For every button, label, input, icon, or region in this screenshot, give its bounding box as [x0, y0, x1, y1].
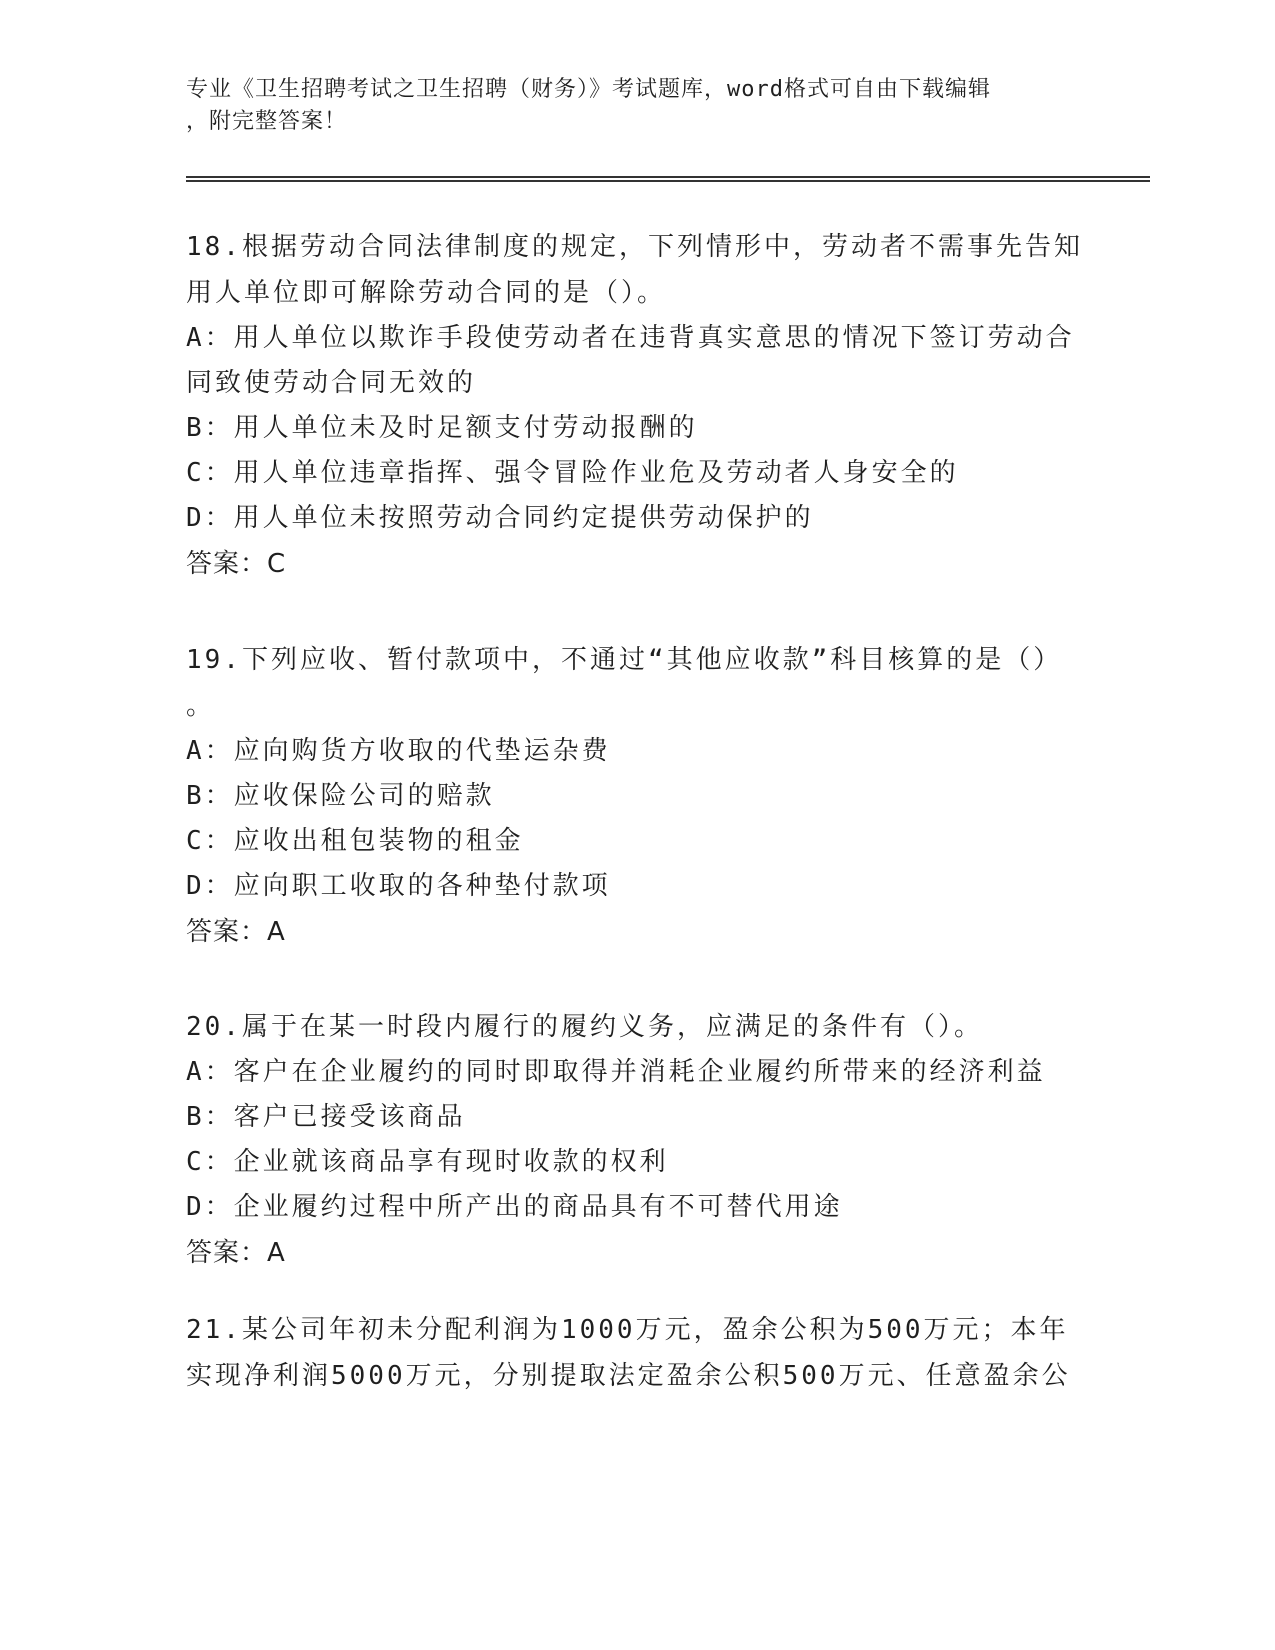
question-stem-line: 用人单位即可解除劳动合同的是（）。	[186, 278, 667, 308]
header-line-1: 专业《卫生招聘考试之卫生招聘（财务）》考试题库，word格式可自由下载编辑	[186, 77, 991, 102]
question-stem-line: 。	[186, 691, 216, 721]
option-d: D：用人单位未按照劳动合同约定提供劳动保护的	[186, 503, 814, 533]
option-a: A：客户在企业履约的同时即取得并消耗企业履约所带来的经济利益	[186, 1057, 1046, 1087]
option-d: D：企业履约过程中所产出的商品具有不可替代用途	[186, 1192, 843, 1222]
answer: 答案：C	[186, 549, 287, 579]
option-c: C：企业就该商品享有现时收款的权利	[186, 1147, 669, 1177]
option-b: B：客户已接受该商品	[186, 1102, 466, 1132]
question-stem-line: 21.某公司年初未分配利润为1000万元，盈余公积为500万元；本年	[186, 1315, 1069, 1345]
header-double-rule	[186, 176, 1150, 182]
question-stem-line: 实现净利润5000万元，分别提取法定盈余公积500万元、任意盈余公	[186, 1361, 1071, 1391]
option-a-continued: 同致使劳动合同无效的	[186, 368, 477, 398]
question-stem-line: 18.根据劳动合同法律制度的规定，下列情形中，劳动者不需事先告知	[186, 232, 1083, 262]
question-stem-line: 20.属于在某一时段内履行的履约义务，应满足的条件有（）。	[186, 1012, 983, 1042]
option-b: B：应收保险公司的赔款	[186, 781, 495, 811]
option-c: C：应收出租包装物的租金	[186, 826, 524, 856]
question-stem-line: 19.下列应收、暂付款项中，不通过“其他应收款”科目核算的是（）	[186, 645, 1063, 675]
header-line-2: ，附完整答案！	[186, 109, 348, 134]
question-18	[186, 224, 1086, 587]
option-a: A：应向购货方收取的代垫运杂费	[186, 736, 611, 766]
document-header	[186, 74, 1066, 138]
answer: 答案：A	[186, 1238, 286, 1268]
question-21	[186, 1307, 1086, 1399]
option-d: D：应向职工收取的各种垫付款项	[186, 871, 611, 901]
answer: 答案：A	[186, 917, 286, 947]
question-20	[186, 1004, 1086, 1276]
option-a: A：用人单位以欺诈手段使劳动者在违背真实意思的情况下签订劳动合	[186, 323, 1075, 353]
question-19	[186, 637, 1086, 955]
option-c: C：用人单位违章指挥、强令冒险作业危及劳动者人身安全的	[186, 458, 959, 488]
option-b: B：用人单位未及时足额支付劳动报酬的	[186, 413, 698, 443]
